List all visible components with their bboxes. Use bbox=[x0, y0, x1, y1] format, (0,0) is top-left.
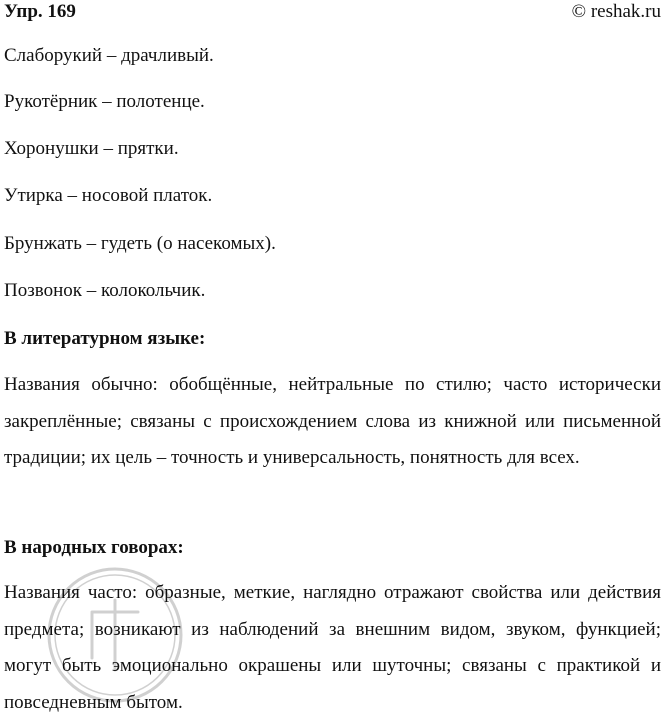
word-pair: Позвонок – колокольчик. bbox=[4, 280, 206, 301]
exercise-title: Упр. 169 bbox=[4, 1, 76, 22]
word-pair: Утирка – носовой платок. bbox=[4, 185, 213, 206]
word-pair: Хоронушки – прятки. bbox=[4, 138, 179, 159]
copyright-label: © reshak.ru bbox=[571, 1, 661, 22]
dialect-paragraph: Названия часто: образные, меткие, наглядно отражают свойства или действия предмета; возникают из наблюдений за внешним видом, звуком, функцией; могут быть эмоционально окрашены или шуточны; связаны с практикой и повседневным бытом. bbox=[4, 582, 661, 713]
word-pair: Рукотёрник – полотенце. bbox=[4, 91, 205, 112]
header bbox=[4, 0, 661, 26]
literary-heading: В литературном языке: bbox=[4, 328, 206, 349]
dialect-heading: В народных говорах: bbox=[4, 537, 184, 558]
literary-paragraph: Названия обычно: обобщённые, нейтральные по стилю; часто исторически закреплённые; связаны с происхождением слова из книжной или письменной традиции; их цель – точность и универсальность, понятность для всех. bbox=[4, 374, 661, 468]
word-pair: Брунжать – гудеть (о насекомых). bbox=[4, 233, 276, 254]
word-pair: Слаборукий – драчливый. bbox=[4, 45, 214, 66]
